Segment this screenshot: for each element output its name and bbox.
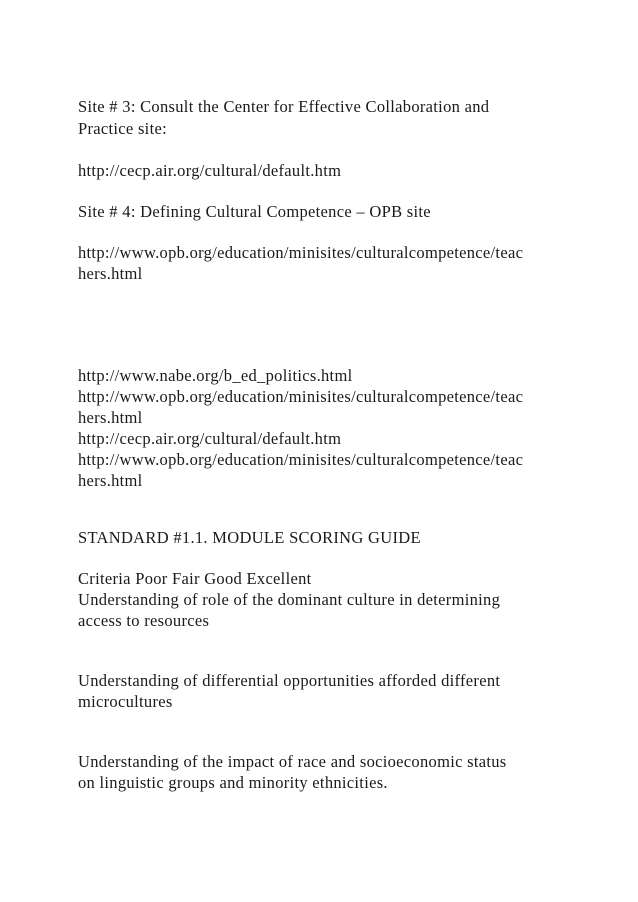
criterion-1-line2: access to resources (78, 611, 210, 630)
site4-url-line1: http://www.opb.org/education/minisites/culturalcompetence/teac (78, 243, 524, 262)
criterion-1-line1: Understanding of role of the dominant culture in determining (78, 590, 501, 609)
site4-url-line2: hers.html (78, 264, 143, 283)
criterion-3-line2: on linguistic groups and minority ethnicities. (78, 773, 388, 792)
site4-heading: Site # 4: Defining Cultural Competence – OPB site (78, 202, 431, 221)
site3-heading-line2: Practice site: (78, 119, 167, 138)
criterion-3-line1: Understanding of the impact of race and socioeconomic status (78, 752, 507, 771)
site3-heading-line1: Site # 3: Consult the Center for Effective Collaboration and (78, 97, 490, 116)
reference-url: http://www.opb.org/education/minisites/culturalcompetence/teac (78, 450, 524, 469)
reference-url: http://www.nabe.org/b_ed_politics.html (78, 366, 353, 385)
reference-url: http://www.opb.org/education/minisites/culturalcompetence/teac (78, 387, 524, 406)
reference-url: hers.html (78, 408, 143, 427)
scoring-guide-title: STANDARD #1.1. MODULE SCORING GUIDE (78, 528, 421, 547)
reference-url: hers.html (78, 471, 143, 490)
criterion-2-line2: microcultures (78, 692, 173, 711)
site3-url: http://cecp.air.org/cultural/default.htm (78, 161, 342, 180)
criterion-2-line1: Understanding of differential opportunities afforded different (78, 671, 501, 690)
reference-url: http://cecp.air.org/cultural/default.htm (78, 429, 342, 448)
criteria-header: Criteria Poor Fair Good Excellent (78, 569, 312, 588)
